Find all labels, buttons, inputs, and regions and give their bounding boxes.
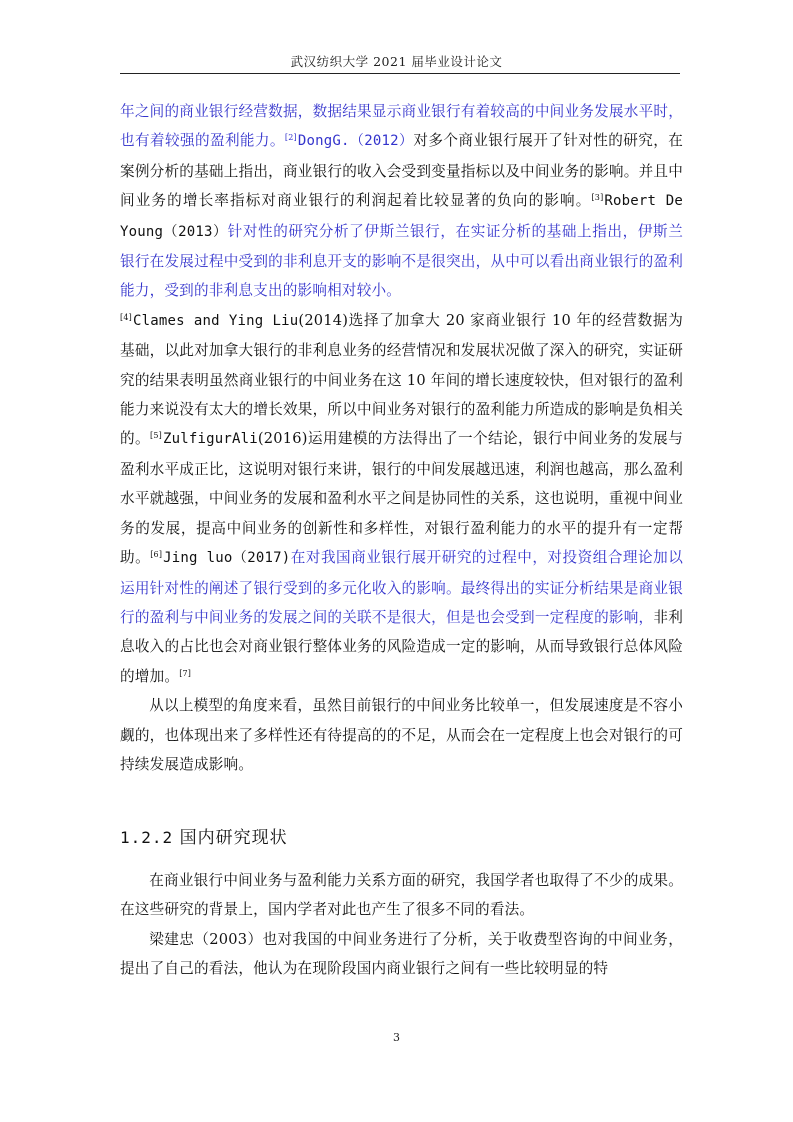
citation-ref: [6] bbox=[150, 550, 163, 560]
text-span: Clames and Ying Liu bbox=[132, 312, 299, 329]
header-rule bbox=[120, 73, 680, 74]
text-span: (2016)运用建模的方法得出了一个结论，银行中间业务的发展与盈利水平成正比，这说明对银行来讲，银行的中间发展越迅速，利润也越高，那么盈利水平就越强，中间业务的发展和盈利水平之间是协同性的关系，这也说明，重视中间业务的发展，提高中间业务的创新性和多样性，对银行盈利能力的水平的提升有一定帮助。 bbox=[120, 430, 683, 567]
page-body bbox=[120, 97, 683, 983]
citation-ref: [5] bbox=[150, 431, 162, 441]
citation-ref: [7] bbox=[179, 668, 192, 678]
page-number: 3 bbox=[393, 1031, 400, 1044]
citation-ref: [3] bbox=[591, 193, 604, 203]
page-header: 武汉纺织大学 2021 届毕业设计论文 bbox=[290, 54, 503, 69]
paragraph-canada-study bbox=[120, 306, 683, 691]
text-span: ZulfigurAli bbox=[162, 431, 258, 448]
text-span: DongG.（2012） bbox=[297, 133, 414, 150]
section-title: 国内研究现状 bbox=[179, 828, 288, 849]
section-number: 1.2.2 bbox=[120, 828, 174, 848]
text-span: 年之间的商业银行经营数据，数据结果显示商业银行有着较高的中间业务发展水平时，也有着较强的盈利能力。 bbox=[120, 103, 683, 150]
paragraph-summary: 从以上模型的角度来看，虽然目前银行的中间业务比较单一，但发展速度是不容小觑的，也体现出来了多样性还有待提高的的不足，从而会在一定程度上也会对银行的可持续发展造成影响。 bbox=[120, 697, 683, 773]
citation-ref: [4] bbox=[120, 312, 132, 322]
paragraph-domestic-intro: 在商业银行中间业务与盈利能力关系方面的研究，我国学者也取得了不少的成果。在这些研究的背景上，国内学者对此也产生了很多不同的看法。 bbox=[120, 871, 683, 919]
text-span: 对多个商业银行展开了针对性的研究，在案例分析的基础上指出，商业银行的收入会受到变量指标以及中间业务的影响。 bbox=[120, 132, 684, 180]
text-span: 非利息收入的占比也会对商业银行整体业务的风险造成一定的影响，从而导致银行总体风险的增加。 bbox=[120, 608, 683, 685]
citation-ref: [2] bbox=[284, 133, 297, 143]
section-heading bbox=[120, 823, 683, 853]
text-span: 针对性的研究分析了伊斯兰银行，在实证分析的基础上指出，伊斯兰银行在发展过程中受到的非利息开支的影响不是很突出，从中可以看出商业银行的盈利能力，受到的非利息支出的影响相对较小。 bbox=[120, 222, 683, 300]
text-span: 在对我国商业银行展开研究的过程中，对投资组合理论加以运用针对性的阐述了银行受到的多元化收入的影响。最终得出的实证分析结果是商业银行的盈利与中间业务的发展之间的关联不是很大，但是也会受到一定程度的影响， bbox=[120, 549, 684, 626]
text-span: (2014)选择了加拿大 20 家商业银行 10 年的经营数据为基础，以此对加拿大银行的非利息业务的经营情况和发展状况做了深入的研究，实证研究的结果表明虽然商业银行的中间业务在这 10 年间的增长速度较快，但对银行的盈利能力来说没有太大的增长效果，所以中间业务对银行的盈利能力所造成的影响是负相关的。 bbox=[120, 311, 683, 448]
text-span: Jing luo（2017) bbox=[163, 550, 291, 567]
text-span: 并且中间业务的增长率指标对商业银行的利润起着比较显著的负向的影响。 bbox=[120, 162, 683, 210]
text-span: Robert De Young（2013） bbox=[120, 193, 683, 240]
paragraph-domestic-liang: 梁建忠（2003）也对我国的中间业务进行了分析，关于收费型咨询的中间业务，提出了自己的看法，他认为在现阶段国内商业银行之间有一些比较明显的特 bbox=[120, 930, 683, 977]
paragraph-foreign-studies-continued bbox=[120, 97, 683, 306]
